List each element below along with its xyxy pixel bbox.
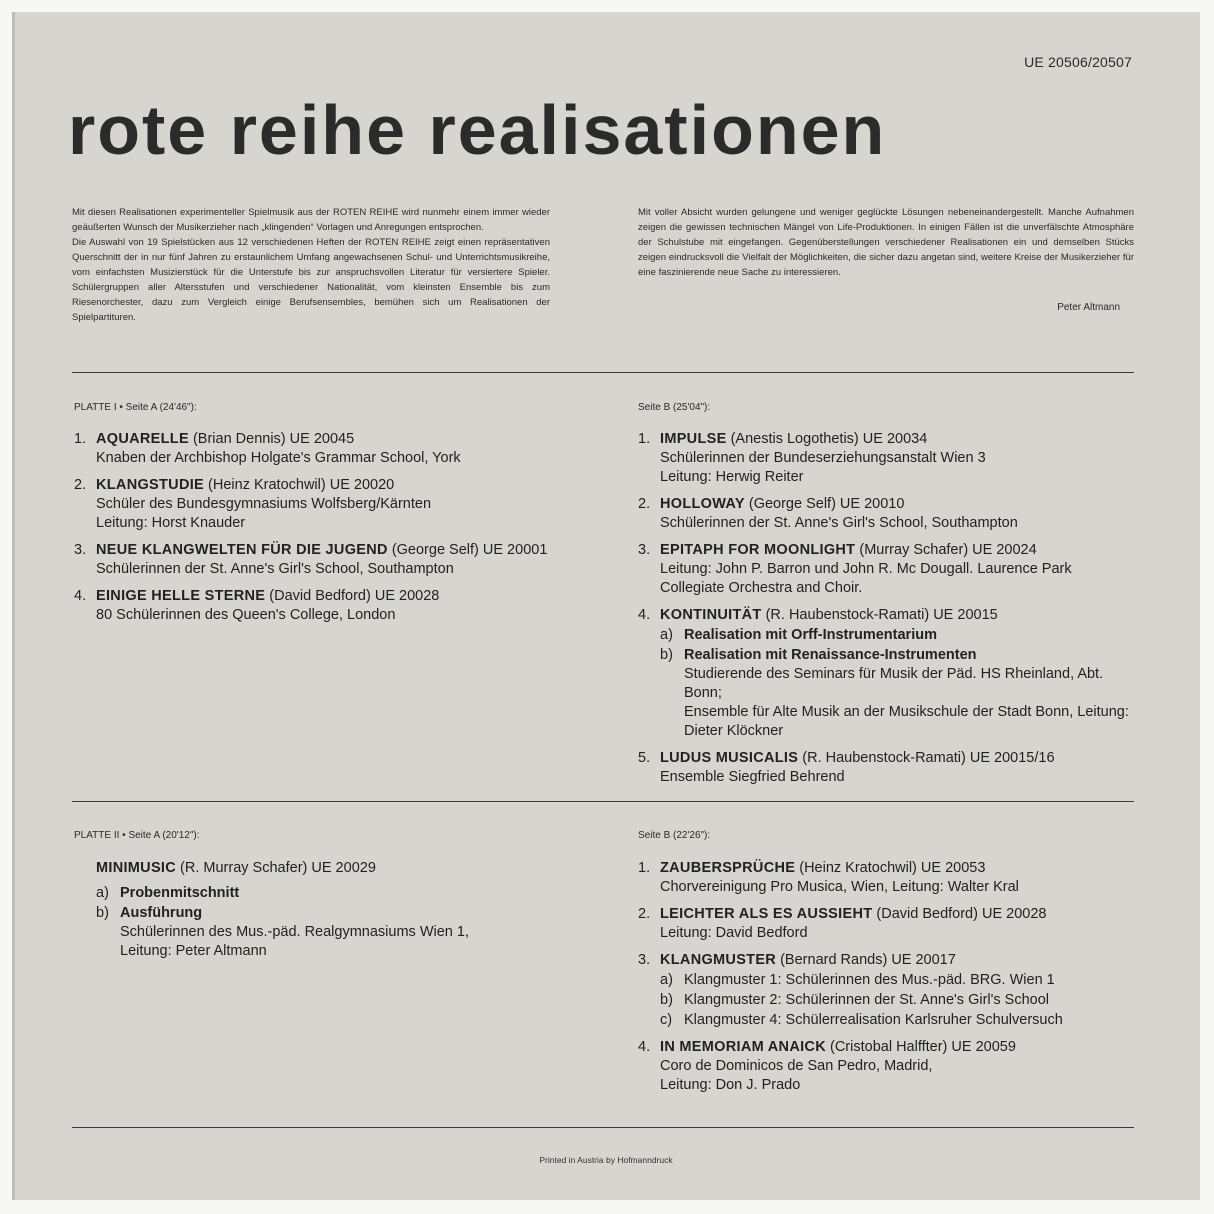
track-title: LUDUS MUSICALIS — [660, 750, 799, 766]
track-item — [74, 430, 554, 468]
track-body — [660, 541, 1134, 598]
track-title: EPITAPH FOR MOONLIGHT — [660, 542, 856, 558]
track-item — [638, 905, 1134, 943]
track-credit: (R. Haubenstock-Ramati) UE 20015 — [761, 607, 998, 623]
track-heading — [660, 859, 1134, 878]
track-body — [96, 587, 554, 625]
track-item — [638, 541, 1134, 598]
track-number: 3. — [638, 542, 651, 558]
track-credit: (Murray Schafer) UE 20024 — [855, 542, 1037, 558]
side-heading: Seite B (22'26"): — [638, 830, 711, 841]
track-number: 2. — [74, 477, 87, 493]
sub-body — [120, 884, 239, 903]
sub-label: b) — [96, 905, 109, 921]
track-item — [638, 859, 1134, 897]
intro-paragraph: Mit diesen Realisationen experimenteller Spielmusik aus der ROTEN REIHE wird nunmehr einem immer wieder geäußerten Wunsch der Musikerzieher nach „klingenden“ Vorlagen und Anregungen entsprochen. — [72, 207, 550, 233]
track-item — [74, 476, 554, 533]
performer-line: Leitung: John P. Barron und John R. Mc Dougall. Laurence Park Collegiate Orchestra and Choir. — [660, 561, 1072, 596]
track-credit: (Cristobal Halffter) UE 20059 — [825, 1039, 1016, 1055]
sub-item — [96, 904, 554, 961]
performer-line: Studierende des Seminars für Musik der Päd. HS Rheinland, Abt. Bonn; — [684, 666, 1104, 701]
track-heading — [660, 606, 1134, 625]
sub-item — [660, 646, 1134, 741]
track-heading — [660, 951, 1134, 970]
track-title: KONTINUITÄT — [660, 607, 762, 623]
track-number: 4. — [638, 607, 651, 623]
track-item — [638, 430, 1134, 487]
sub-title: Probenmitschnitt — [120, 885, 240, 901]
track-credit: (George Self) UE 20001 — [387, 542, 548, 558]
sub-label: b) — [660, 647, 673, 663]
intro-text-right — [638, 205, 1134, 280]
sub-label: a) — [660, 627, 673, 643]
performer-line: Leitung: Peter Altmann — [120, 943, 267, 959]
track-body — [660, 495, 1134, 533]
track-credit: (David Bedford) UE 20028 — [872, 906, 1047, 922]
track-heading — [660, 430, 1134, 449]
track-heading — [660, 749, 1134, 768]
performer-line: Knaben der Archbishop Holgate's Grammar School, York — [96, 450, 461, 466]
performer-line: Schülerinnen der Bundeserziehungsanstalt Wien 3 — [660, 450, 986, 466]
sub-item — [660, 991, 1134, 1010]
sub-text: Klangmuster 4: Schülerrealisation Karlsruher Schulversuch — [684, 1012, 1063, 1028]
performer-line: Leitung: Don J. Prado — [660, 1077, 801, 1093]
track-number: 1. — [74, 431, 87, 447]
track-body — [96, 430, 554, 468]
track-number: 3. — [74, 542, 87, 558]
sub-item — [660, 971, 1134, 990]
intro-paragraph: Mit voller Absicht wurden gelungene und weniger geglückte Lösungen nebeneinandergestellt. Manche Aufnahmen zeigen die gewissen technischen Mängel von Life-Produktionen. In einigen Fällen ist die unverfälschte Atmosphäre der Schulstube mit eingefangen. Gegenüberstellungen verschiedener Realisationen ein und demselben Stücks zeigen eindrucksvoll die Vielfalt der Möglichkeiten, die sicher dazu angetan sind, weitere Kreise der Musikerzieher für eine faszinierende neue Sache zu interessieren. — [638, 207, 1134, 278]
track-body — [660, 430, 1134, 487]
performer-line: Leitung: Horst Knauder — [96, 515, 246, 531]
sub-list — [96, 884, 554, 961]
track-number: 2. — [638, 906, 651, 922]
track-body — [660, 905, 1134, 943]
track-body — [660, 859, 1134, 897]
sub-body — [684, 626, 937, 645]
track-heading — [96, 587, 554, 606]
divider — [72, 1127, 1134, 1128]
sub-label: a) — [660, 972, 673, 988]
track-heading — [660, 541, 1134, 560]
track-item — [96, 859, 554, 878]
track-number: 4. — [74, 588, 87, 604]
track-number: 4. — [638, 1039, 651, 1055]
performer-line: Schüler des Bundesgymnasiums Wolfsberg/Kärnten — [96, 496, 432, 512]
track-body — [660, 606, 1134, 741]
track-title: HOLLOWAY — [660, 496, 745, 512]
track-heading — [660, 905, 1134, 924]
side-heading: PLATTE I • Seite A (24'46"): — [74, 402, 197, 413]
side-heading: PLATTE II • Seite A (20'12"): — [74, 830, 200, 841]
track-credit: (Anestis Logothetis) UE 20034 — [726, 431, 928, 447]
track-title: ZAUBERSPRÜCHE — [660, 860, 796, 876]
track-item — [638, 606, 1134, 741]
track-item — [638, 749, 1134, 787]
track-title: KLANGSTUDIE — [96, 477, 205, 493]
performer-line: Coro de Dominicos de San Pedro, Madrid, — [660, 1058, 933, 1074]
performer-line: Schülerinnen der St. Anne's Girl's School, Southampton — [96, 561, 454, 577]
track-number: 1. — [638, 860, 651, 876]
intro-paragraph: Die Auswahl von 19 Spielstücken aus 12 verschiedenen Heften der ROTEN REIHE zeigt einen repräsentativen Querschnitt der in nur fünf Jahren zu erstaunlichem Umfang angewachsenen Schul- und Unterrichtsmusikreihe, vom einfachsten Musizierstück für die Unterstufe bis zur anspruchsvollen Literatur für versiertere Spieler. Schülergruppen aller Altersstufen und verschiedener Nationalität, vom kleinsten Ensemble bis zum Riesenorchester, dazu zum Vergleich einige Berufsensembles, bemühen sich um Realisationen der Spielpartituren. — [72, 237, 550, 323]
track-body — [660, 749, 1134, 787]
track-number: 5. — [638, 750, 651, 766]
sub-title: Realisation mit Orff-Instrumentarium — [684, 627, 937, 643]
track-number: 2. — [638, 496, 651, 512]
track-title: AQUARELLE — [96, 431, 189, 447]
sub-text: Klangmuster 2: Schülerinnen der St. Anne's Girl's School — [684, 992, 1050, 1008]
track-credit: (Brian Dennis) UE 20045 — [188, 431, 355, 447]
performer-line: 80 Schülerinnen des Queen's College, London — [96, 607, 396, 623]
catalog-number: UE 20506/20507 — [1024, 54, 1132, 70]
track-title: NEUE KLANGWELTEN FÜR DIE JUGEND — [96, 542, 388, 558]
performer-line: Leitung: Herwig Reiter — [660, 469, 804, 485]
track-title: KLANGMUSTER — [660, 952, 777, 968]
track-item — [638, 1038, 1134, 1095]
track-body — [660, 1038, 1134, 1095]
track-credit: (R. Haubenstock-Ramati) UE 20015/16 — [798, 750, 1055, 766]
sub-item — [96, 884, 554, 903]
sub-text: Klangmuster 1: Schülerinnen des Mus.-päd. BRG. Wien 1 — [684, 972, 1055, 988]
track-credit: (Heinz Kratochwil) UE 20053 — [795, 860, 986, 876]
intro-author: Peter Altmann — [1057, 302, 1120, 313]
track-body — [96, 476, 554, 533]
side-heading: Seite B (25'04"): — [638, 402, 711, 413]
performer-line: Schülerinnen des Mus.-päd. Realgymnasiums Wien 1, — [120, 924, 469, 940]
track-list — [74, 430, 554, 633]
track-item — [74, 541, 554, 579]
track-credit: (George Self) UE 20010 — [744, 496, 905, 512]
sub-item — [660, 626, 1134, 645]
sub-item — [660, 1011, 1134, 1030]
track-title: MINIMUSIC — [96, 860, 177, 876]
track-title: LEICHTER ALS ES AUSSIEHT — [660, 906, 873, 922]
divider — [72, 801, 1134, 802]
track-number: 1. — [638, 431, 651, 447]
track-item — [638, 495, 1134, 533]
sub-label: a) — [96, 885, 109, 901]
performer-line: Chorvereinigung Pro Musica, Wien, Leitung: Walter Kral — [660, 879, 1019, 895]
record-sleeve-back — [12, 12, 1200, 1200]
track-credit: (Heinz Kratochwil) UE 20020 — [204, 477, 395, 493]
track-list — [96, 859, 554, 961]
track-heading — [96, 476, 554, 495]
sleeve-edge — [12, 12, 15, 1200]
track-item — [74, 587, 554, 625]
track-title: IMPULSE — [660, 431, 727, 447]
track-body — [96, 541, 554, 579]
sub-label: b) — [660, 992, 673, 1008]
track-list — [638, 859, 1134, 1103]
printer-credit: Printed in Austria by Hofmanndruck — [539, 1155, 673, 1165]
track-credit: (David Bedford) UE 20028 — [265, 588, 440, 604]
track-credit: (R. Murray Schafer) UE 20029 — [176, 860, 376, 876]
track-heading — [660, 495, 1134, 514]
sub-label: c) — [660, 1012, 673, 1028]
track-credit: (Bernard Rands) UE 20017 — [776, 952, 956, 968]
track-list — [638, 430, 1134, 795]
intro-text-left — [72, 205, 550, 325]
track-title: EINIGE HELLE STERNE — [96, 588, 266, 604]
page-title: rote reihe realisationen — [68, 91, 887, 169]
track-heading — [660, 1038, 1134, 1057]
performer-line: Schülerinnen der St. Anne's Girl's School, Southampton — [660, 515, 1018, 531]
performer-line: Leitung: David Bedford — [660, 925, 808, 941]
sub-body — [684, 646, 1134, 741]
track-heading — [96, 541, 554, 560]
sub-title: Realisation mit Renaissance-Instrumenten — [684, 647, 977, 663]
divider — [72, 372, 1134, 373]
track-title: IN MEMORIAM ANAICK — [660, 1039, 826, 1055]
track-heading — [96, 430, 554, 449]
sub-body — [120, 904, 469, 961]
track-body — [660, 951, 1134, 1030]
performer-line: Ensemble Siegfried Behrend — [660, 769, 845, 785]
sub-title: Ausführung — [120, 905, 203, 921]
performer-line: Ensemble für Alte Musik an der Musikschule der Stadt Bonn, Leitung: Dieter Klöckner — [684, 704, 1129, 739]
track-item — [638, 951, 1134, 1030]
track-number: 3. — [638, 952, 651, 968]
